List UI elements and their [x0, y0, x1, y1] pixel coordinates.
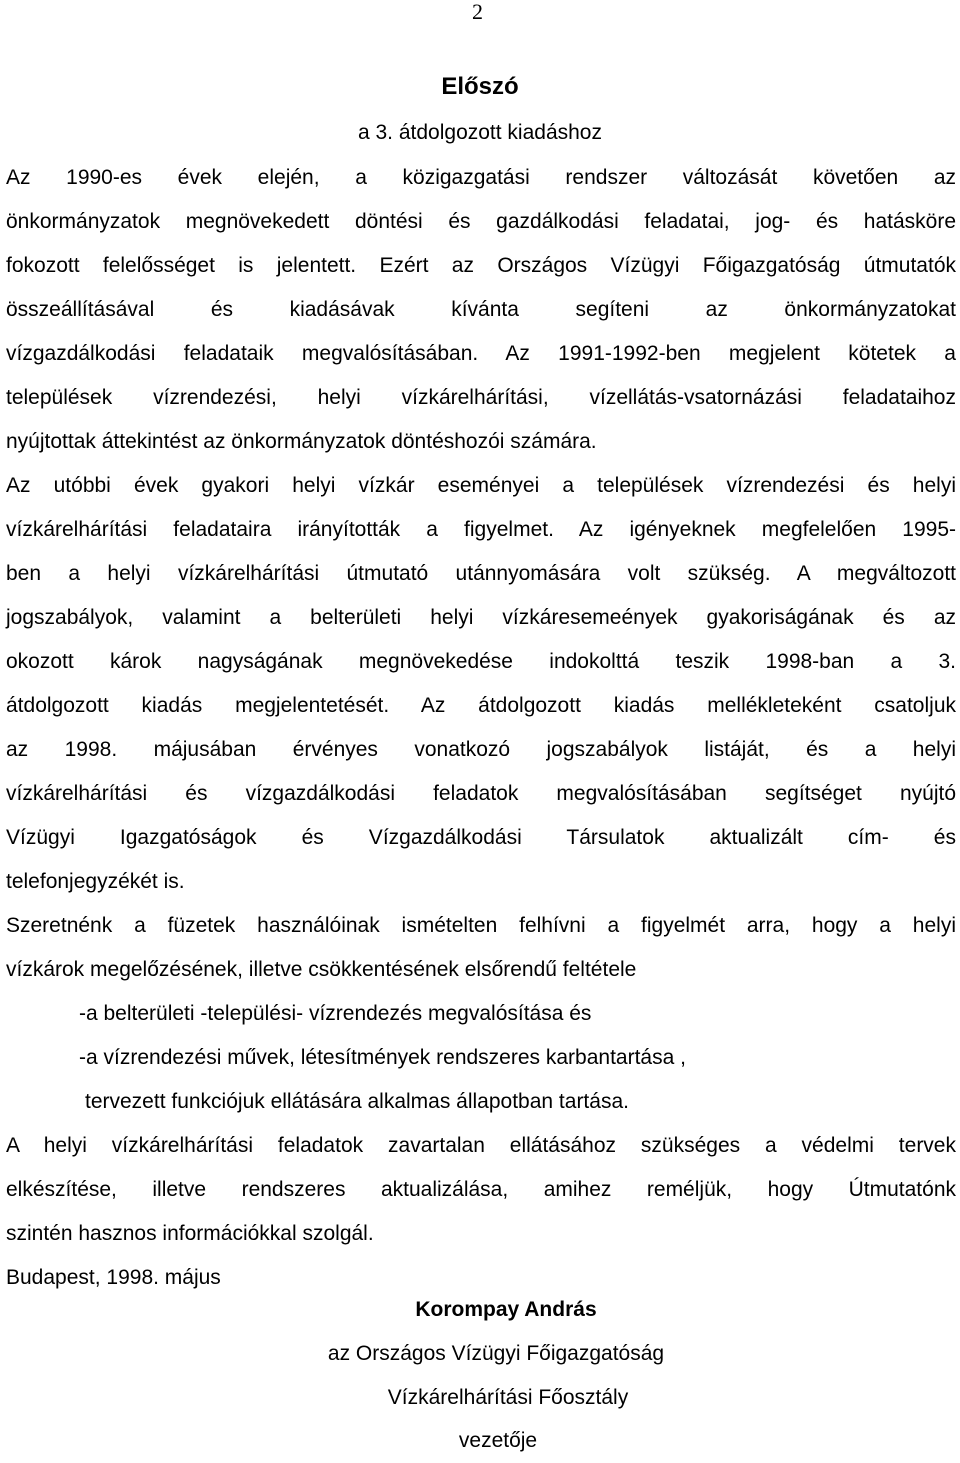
text-line: A helyi vízkárelhárítási feladatok zavartalan ellátásához szükséges a védelmi tervek [6, 1134, 956, 1157]
text-line: szintén hasznos információkkal szolgál. [6, 1222, 374, 1245]
text-line: vízkárelhárítási és vízgazdálkodási feladatok megvalósításában segítséget nyújtó [6, 782, 956, 805]
text-line: önkormányzatok megnövekedett döntési és gazdálkodási feladatai, jog- és hatásköre [6, 210, 956, 233]
page-title: Előszó [441, 73, 519, 100]
text-line: Az 1990-es évek elején, a közigazgatási rendszer változását követően az [6, 166, 956, 189]
text-line: fokozott felelősséget is jelentett. Ezért az Országos Vízügyi Főigazgatóság útmutatók [6, 254, 956, 277]
signature-department: Vízkárelhárítási Főosztály [387, 1386, 629, 1409]
text-line: okozott károk nagyságának megnövekedése indokolttá teszik 1998-ban a 3. [6, 650, 956, 673]
body-text [6, 156, 956, 1300]
text-line: vízkárelhárítási feladataira irányították a figyelmet. Az igényeknek megfelelően 1995- [6, 518, 956, 541]
text-line: elkészítése, illetve rendszeres aktualizálása, amihez reméljük, hogy Útmutatónk [6, 1178, 956, 1201]
text-line: jogszabályok, valamint a belterületi helyi vízkáresemeények gyakoriságának és az [6, 606, 956, 629]
text-line: Szeretnénk a füzetek használóinak ismételten felhívni a figyelmét arra, hogy a helyi [6, 914, 956, 937]
page-subtitle: a 3. átdolgozott kiadáshoz [357, 121, 602, 144]
text-line: ben a helyi vízkárelhárítási útmutató utánnyomására volt szükség. A megváltozott [6, 562, 956, 585]
text-line: nyújtottak áttekintést az önkormányzatok döntéshozói számára. [6, 430, 597, 453]
list-item: -a vízrendezési művek, létesítmények rendszeres karbantartása , [79, 1046, 686, 1069]
text-line: az 1998. májusában érvényes vonatkozó jogszabályok listáját, és a helyi [6, 738, 956, 761]
list-item: tervezett funkciójuk ellátására alkalmas állapotban tartása. [85, 1090, 629, 1113]
date-line: Budapest, 1998. május [6, 1266, 221, 1289]
text-line: vízkárok megelőzésének, illetve csökkentésének elsőrendű feltétele [6, 958, 637, 981]
signature-organization: az Országos Vízügyi Főigazgatóság [327, 1342, 665, 1365]
text-line: vízgazdálkodási feladataik megvalósításában. Az 1991-1992-ben megjelent kötetek a [6, 342, 956, 365]
text-line: Az utóbbi évek gyakori helyi vízkár eseményei a települések vízrendezési és helyi [6, 474, 956, 497]
text-line: telefonjegyzékét is. [6, 870, 185, 893]
list-item: -a belterületi -települési- vízrendezés megvalósítása és [79, 1002, 592, 1025]
page-number: 2 [472, 0, 483, 24]
signature-role: vezetője [458, 1429, 538, 1452]
text-line: összeállításával és kiadásávak kívánta segíteni az önkormányzatokat [6, 298, 956, 321]
text-line: települések vízrendezési, helyi vízkárelhárítási, vízellátás-vsatornázási feladataihoz [6, 386, 956, 409]
signature-name: Korompay András [415, 1298, 597, 1321]
text-line: átdolgozott kiadás megjelentetését. Az átdolgozott kiadás mellékleteként csatoljuk [6, 694, 956, 717]
text-line: Vízügyi Igazgatóságok és Vízgazdálkodási Társulatok aktualizált cím- és [6, 826, 956, 849]
